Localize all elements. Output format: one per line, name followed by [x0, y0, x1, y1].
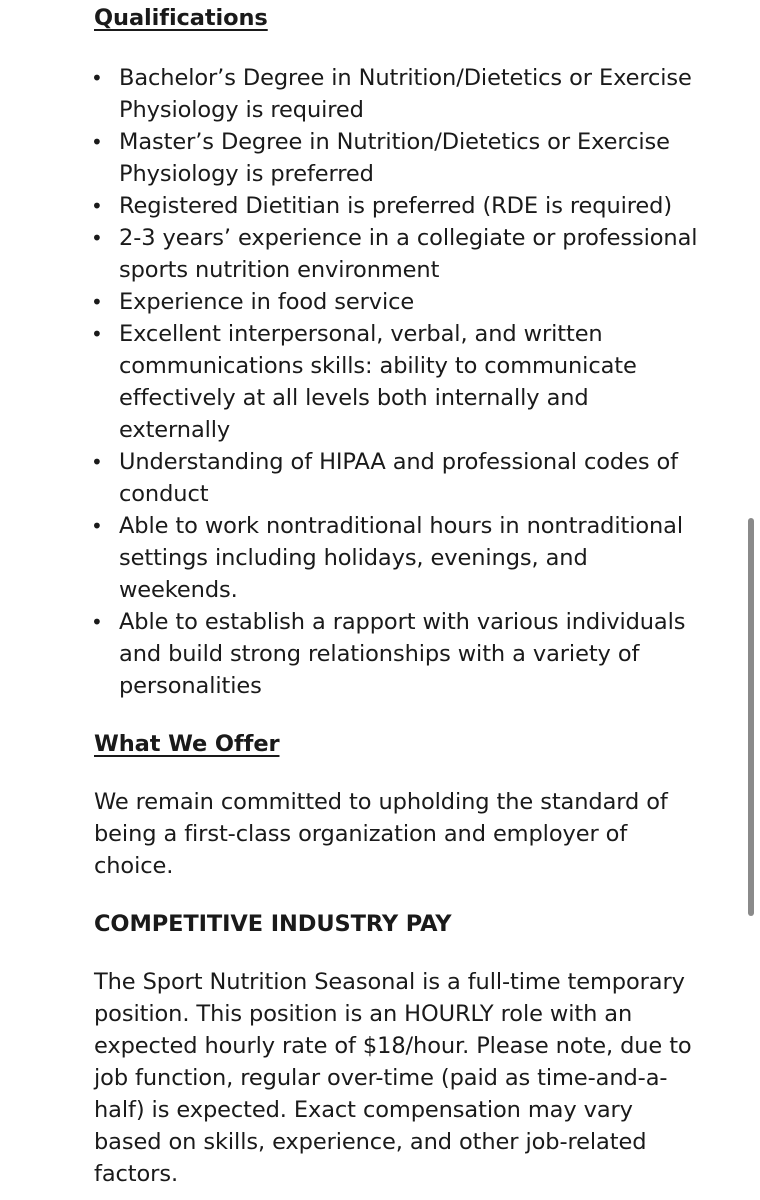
pay-heading: COMPETITIVE INDUSTRY PAY — [94, 911, 452, 937]
list-item: • Master’s Degree in Nutrition/Dietetics or Exercise Physiology is preferred — [94, 126, 704, 190]
bullet-icon: • — [91, 226, 103, 250]
bullet-icon: • — [91, 290, 103, 314]
scrollbar-thumb[interactable] — [748, 518, 754, 916]
bullet-icon: • — [91, 514, 103, 538]
list-item: • Bachelor’s Degree in Nutrition/Dietetics or Exercise Physiology is required — [94, 62, 704, 126]
pay-paragraph: The Sport Nutrition Seasonal is a full-time temporary position. This position is an HOURLY role with an expected hourly rate of $18/hour. Please note, due to job function, regular over-time (paid as time-and-a-half) is expected. Exact compensation may vary based on skills, experience, and other job-related factors. — [94, 969, 692, 1187]
qualifications-heading: Qualifications — [94, 5, 268, 31]
list-item: • Able to establish a rapport with various individuals and build strong relationships with a variety of personalities — [94, 606, 704, 702]
list-item: • 2-3 years’ experience in a collegiate or professional sports nutrition environment — [94, 222, 704, 286]
list-item: • Registered Dietitian is preferred (RDE is required) — [94, 190, 704, 222]
what-we-offer-heading: What We Offer — [94, 731, 280, 757]
list-item: • Understanding of HIPAA and professional codes of conduct — [94, 446, 704, 510]
bullet-icon: • — [91, 450, 103, 474]
list-item: • Experience in food service — [94, 286, 704, 318]
qualifications-list — [91, 62, 704, 702]
bullet-icon: • — [91, 610, 103, 634]
list-item: • Excellent interpersonal, verbal, and written communications skills: ability to communicate effectively at all levels both internally and externally — [94, 318, 704, 446]
job-posting-content — [91, 0, 704, 1190]
bullet-icon: • — [91, 322, 103, 346]
bullet-icon: • — [91, 66, 103, 90]
bullet-icon: • — [91, 194, 103, 218]
list-item: • Able to work nontraditional hours in nontraditional settings including holidays, evenings, and weekends. — [94, 510, 704, 606]
offer-paragraph: We remain committed to upholding the standard of being a first-class organization and employer of choice. — [94, 789, 668, 879]
bullet-icon: • — [91, 130, 103, 154]
